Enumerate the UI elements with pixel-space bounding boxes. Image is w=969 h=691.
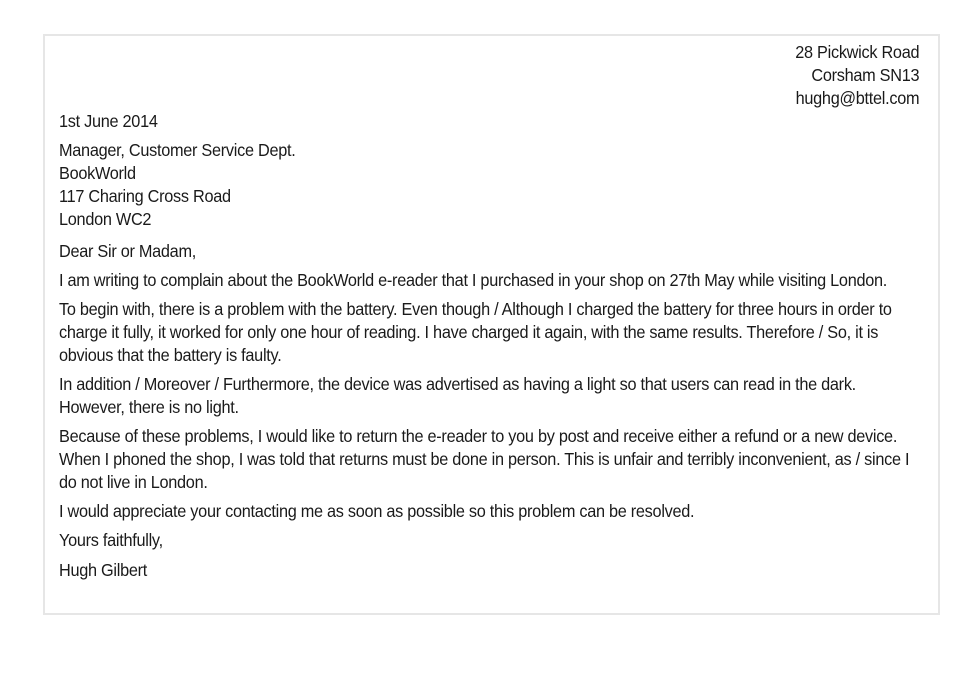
recipient-address — [59, 139, 859, 231]
sender-email: hughg@bttel.com — [795, 88, 920, 108]
recipient-city: London WC2 — [59, 209, 152, 229]
recipient-company: BookWorld — [59, 163, 136, 183]
sender-town: Corsham SN13 — [811, 65, 920, 85]
body-paragraph-battery: To begin with, there is a problem with the battery. Even though / Although I charged the battery for three hours in order to charge it fully, it worked for only one hour of reading. I have charged it again, with the same results. Therefore / So, it is obvious that the battery is faulty. — [59, 299, 892, 365]
body-paragraph-return: Because of these problems, I would like to return the e-reader to you by post and receive either a refund or a new device. When I phoned the shop, I was told that returns must be done in person. This is unfair and terribly inconvenient, as / since I do not live in London. — [59, 426, 910, 492]
recipient-street: 117 Charing Cross Road — [59, 186, 231, 206]
sender-street: 28 Pickwick Road — [795, 42, 920, 62]
recipient-title: Manager, Customer Service Dept. — [59, 140, 296, 160]
letter-frame — [43, 34, 940, 615]
salutation: Dear Sir or Madam, — [59, 241, 196, 261]
closing: Yours faithfully, — [59, 530, 163, 550]
letter-content — [59, 41, 920, 582]
letter-date: 1st June 2014 — [59, 111, 158, 131]
body-paragraph-light: In addition / Moreover / Furthermore, the device was advertised as having a light so that users can read in the dark. However, there is no light. — [59, 374, 856, 417]
body-paragraph-intro: I am writing to complain about the BookWorld e-reader that I purchased in your shop on 27th May while visiting London. — [59, 270, 888, 290]
sender-address — [59, 41, 919, 110]
signature: Hugh Gilbert — [59, 560, 148, 580]
body-paragraph-request: I would appreciate your contacting me as soon as possible so this problem can be resolved. — [59, 501, 695, 521]
